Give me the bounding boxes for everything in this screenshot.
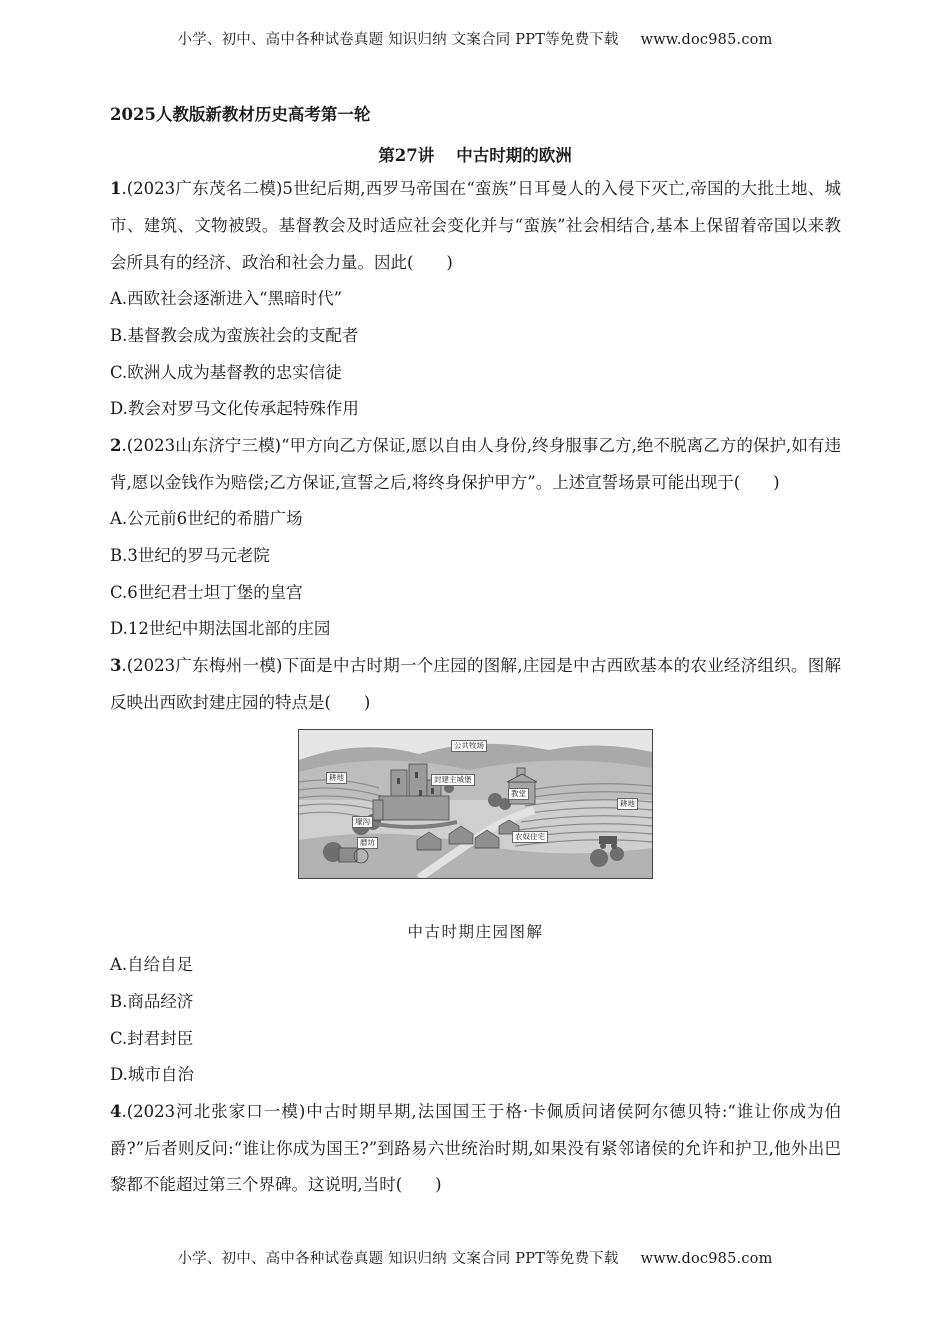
header-site: www.doc985.com [640,32,773,48]
footer-site: www.doc985.com [640,1251,773,1267]
question-4-stem: 4.(2023河北张家口一模)中古时期早期,法国国王于格·卡佩质问诸侯阿尔德贝特:“谁让你成为伯爵?”后者则反问:“谁让你成为国王?”到路易六世统治时期,如果没有紧邻诸侯的允许和护卫,他外出巴黎都不能超过第三个界碑。这说明,当时( ) [110,1101,841,1195]
header-text: 小学、初中、高中各种试卷真题 知识归纳 文案合同 PPT等免费下载 [177,32,619,48]
label-castle: 封建主城堡 [431,774,475,786]
question-1-option-b: B.基督教会成为蛮族社会的支配者 [110,325,359,345]
question-1-stem: 1.(2023广东茂名二模)5世纪后期,西罗马帝国在“蛮族”日耳曼人的入侵下灭亡,帝国的大批土地、城市、建筑、文物被毁。基督教会及时适应社会变化并与“蛮族”社会相结合,基本上保留着帝国以来教会所具有的经济、政治和社会力量。因此( ) [110,179,842,272]
manor-illustration [298,729,653,879]
question-2-option-d: D.12世纪中期法国北部的庄园 [110,619,331,639]
label-mill: 磨坊 [357,837,378,849]
label-moat: 壕沟 [352,816,373,828]
lecture-name: 中古时期的欧洲 [456,146,572,165]
question-2-option-b: B.3世纪的罗马元老院 [110,545,270,565]
footer-text: 小学、初中、高中各种试卷真题 知识归纳 文案合同 PPT等免费下载 [177,1251,619,1267]
series-title: 2025人教版新教材历史高考第一轮 [110,105,371,124]
lecture-title [0,142,950,166]
question-1-option-d: D.教会对罗马文化传承起特殊作用 [110,399,359,419]
manor-drawing [299,730,652,878]
question-list [110,171,841,1204]
label-arable-left: 耕地 [326,772,347,784]
label-serf-houses: 农奴住宅 [512,831,548,843]
question-2-option-a: A.公元前6世纪的希腊广场 [110,509,303,529]
question-2-stem: 2.(2023山东济宁三模)“甲方向乙方保证,愿以自由人身份,终身服事乙方,绝不脱离乙方的保护,如有违背,愿以金钱作为赔偿;乙方保证,宣誓之后,将终身保护甲方”。上述宣誓场景可能出现于( ) [110,435,841,492]
question-3-option-a: A.自给自足 [110,955,194,975]
page-footer [0,1247,950,1268]
question-3-option-d: D.城市自治 [110,1065,194,1085]
lecture-number: 第27讲 [378,146,435,165]
question-2-option-c: C.6世纪君士坦丁堡的皇宫 [110,582,303,602]
label-church: 教堂 [508,788,529,800]
label-common-pasture: 公共牧场 [451,740,487,752]
figure-caption: 中古时期庄园图解 [407,923,544,942]
question-1-option-a: A.西欧社会逐渐进入“黑暗时代” [110,289,343,309]
question-3-stem: 3.(2023广东梅州一模)下面是中古时期一个庄园的图解,庄园是中古西欧基本的农业经济组织。图解反映出西欧封建庄园的特点是( ) [110,655,841,712]
question-3-option-b: B.商品经济 [110,991,194,1011]
question-3-option-c: C.封君封臣 [110,1028,194,1048]
label-arable-right: 耕地 [617,798,638,810]
page-header [0,28,950,49]
question-1-option-c: C.欧洲人成为基督教的忠实信徒 [110,362,342,382]
